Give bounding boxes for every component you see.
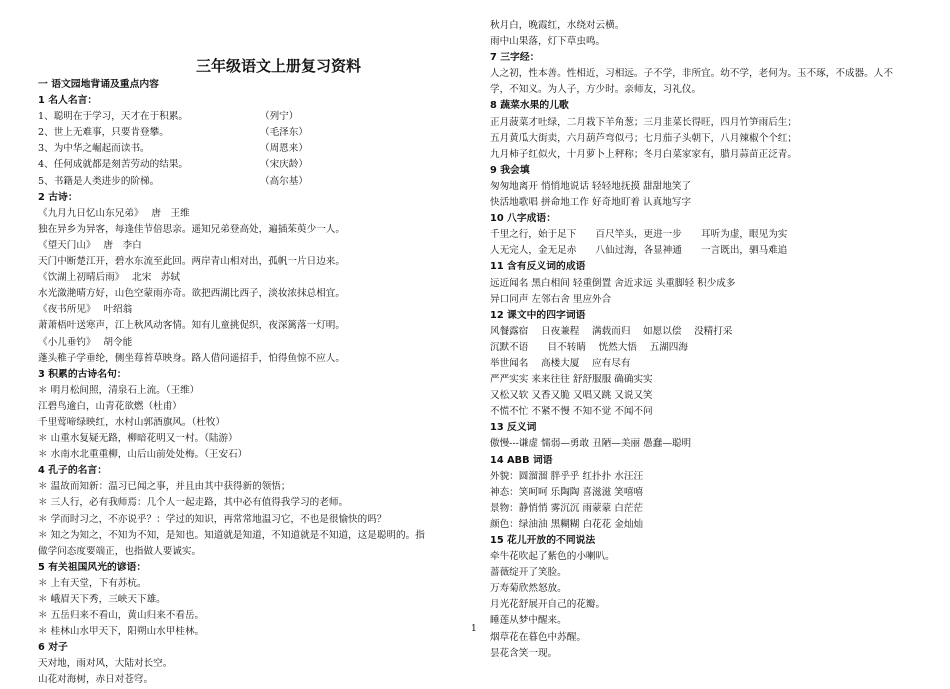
text-line (38, 656, 425, 672)
section-heading (490, 308, 893, 324)
line-text: 烟草花在暮色中苏醒。 (490, 631, 586, 643)
text-line (38, 254, 425, 270)
text-line (38, 512, 425, 528)
text-line (38, 576, 425, 592)
text-line (490, 66, 893, 82)
text-line (490, 549, 893, 565)
text-line (490, 485, 893, 501)
text-line (38, 608, 425, 624)
text-line (38, 415, 425, 431)
text-line (490, 404, 893, 420)
line-text: 12 课文中的四字词语 (490, 309, 586, 321)
text-line (38, 528, 425, 544)
line-text: 做学问态度要端正，也指做人要诚实。 (38, 545, 202, 557)
quote-author: （周恩来） (260, 143, 308, 155)
line-text: 萧萧梧叶送寒声，江上秋风动客情。知有儿童挑促织，夜深篱落一灯明。 (38, 320, 345, 332)
line-text: 一 语文园地背诵及重点内容 (38, 79, 159, 90)
section-heading (490, 50, 893, 66)
text-line (490, 115, 893, 131)
text-line (490, 292, 893, 308)
line-text: ＊ 知之为知之，不知为不知，是知也。知道就是知道，不知道就是不知道，这是聪明的。指 (38, 529, 425, 541)
line-text: ＊ 学而时习之，不亦说乎？：学过的知识，再常常地温习它，不也是很愉快的吗？ (38, 513, 387, 525)
text-line (38, 495, 425, 511)
line-text: 11 含有反义词的成语 (490, 261, 586, 273)
text-line (38, 479, 425, 495)
text-line (38, 222, 425, 238)
line-text: 水光潋滟晴方好，山色空蒙雨亦奇。欲把西湖比西子，淡妆浓抹总相宜。 (38, 288, 345, 300)
text-line (490, 82, 893, 98)
line-text: 异口同声 左邻右舍 里应外合 (490, 293, 612, 305)
line-text: 蓬头稚子学垂纶，侧坐莓苔草映身。路人借问遥招手，怕得鱼惊不应人。 (38, 352, 345, 364)
line-text: 5、书籍是人类进步的阶梯。 (38, 175, 160, 187)
section-heading (490, 211, 893, 227)
section-heading (490, 259, 893, 275)
line-text: 严严实实 来来往往 舒舒服服 确确实实 (490, 374, 653, 386)
line-text: 人无完人，金无足赤 八仙过海，各显神通 一言既出，驷马难追 (490, 245, 788, 257)
line-text: 6 对子 (38, 642, 68, 654)
text-line (490, 243, 893, 259)
line-text: 4、任何成就都是刻苦劳动的结果。 (38, 159, 189, 171)
line-text: ＊ 五岳归来不看山，黄山归来不看岳。 (38, 610, 205, 622)
line-text: 千里之行，始于足下 百尺竿头，更进一步 耳听为虚，眼见为实 (490, 229, 788, 241)
text-line (38, 157, 425, 173)
text-line (38, 544, 425, 560)
line-text: 沉默不语 目不转睛 恍然大悟 五湖四海 (490, 341, 688, 353)
line-text: 9 我会填 (490, 164, 530, 176)
text-line (38, 335, 425, 351)
line-text: 10 八字成语： (490, 213, 557, 225)
line-text: 1 名人名言： (38, 95, 98, 107)
section-heading (38, 77, 425, 93)
quote-author: （高尔基） (260, 175, 308, 187)
page-title: 三年级语文上册复习资料 (196, 57, 362, 75)
line-text: 4 孔子的名言： (38, 465, 108, 477)
line-text: 8 蔬菜水果的儿歌 (490, 100, 569, 112)
text-line (490, 517, 893, 533)
line-text: 13 反义词 (490, 422, 537, 434)
text-line (490, 436, 893, 452)
line-text: 牵牛花吹起了紫色的小喇叭。 (490, 551, 615, 563)
line-text: 15 花儿开放的不同说法 (490, 535, 596, 546)
section-heading (38, 93, 425, 109)
line-text: ＊ 桂林山水甲天下，阳朔山水甲桂林。 (38, 626, 205, 638)
line-text: 2 古诗： (38, 191, 78, 203)
line-text: 匆匆地离开 悄悄地说话 轻轻地抚摸 甜甜地笑了 (490, 180, 692, 192)
text-line (490, 581, 893, 597)
line-text: 千里莺啼绿映红，水村山郭酒旗风。（杜牧） (38, 416, 226, 428)
section-heading (38, 560, 425, 576)
text-line (490, 469, 893, 485)
text-line (490, 388, 893, 404)
section-heading (490, 98, 893, 114)
text-line (38, 174, 425, 190)
line-text: 九月柿子红似火，十月萝卜上秤称；冬月白菜家家有，腊月蒜苗正泛青。 (490, 148, 797, 160)
text-line (38, 383, 425, 399)
line-text: 五月黄瓜大街卖，六月葫芦弯似弓；七月茄子头朝下，八月辣椒个个红； (490, 132, 797, 144)
text-line (38, 399, 425, 415)
line-text: 蔷薇绽开了笑脸。 (490, 567, 567, 579)
line-text: 《望天门山》 唐 李白 (38, 239, 142, 251)
text-line (490, 147, 893, 163)
text-line (38, 592, 425, 608)
left-text-lines (38, 77, 425, 689)
line-text: 3、为中华之崛起而读书。 (38, 143, 150, 155)
line-text: 神态：笑呵呵 乐陶陶 喜滋滋 笑嘻嘻 (490, 486, 644, 498)
line-text: 睡莲从梦中醒来。 (490, 615, 567, 627)
text-line (490, 18, 893, 34)
line-text: 举世闻名 高楼大厦 应有尽有 (490, 357, 631, 369)
text-line (38, 318, 425, 334)
line-text: 风餐露宿 日夜兼程 满载而归 如愿以偿 没精打采 (490, 325, 733, 337)
text-line (490, 372, 893, 388)
section-heading (38, 190, 425, 206)
line-text: 1、聪明在于学习，天才在于积累。 (38, 111, 189, 123)
section-heading (38, 367, 425, 383)
line-text: 景物：静悄悄 雾沉沉 雨蒙蒙 白茫茫 (490, 502, 644, 514)
text-line (490, 324, 893, 340)
line-text: 快活地歌唱 拼命地工作 好奇地盯着 认真地写字 (490, 197, 692, 209)
text-line (490, 179, 893, 195)
line-text: 天门中断楚江开，碧水东流至此回。两岸青山相对出，孤帆一片日边来。 (38, 256, 345, 268)
text-line (490, 613, 893, 629)
text-line (490, 340, 893, 356)
section-heading (490, 453, 893, 469)
text-line (490, 646, 893, 662)
line-text: 《夜书所见》 叶绍翁 (38, 304, 133, 316)
text-line (490, 34, 893, 50)
section-heading (490, 533, 893, 549)
line-text: 外貌：圆溜溜 胖乎乎 红扑扑 水汪汪 (490, 470, 644, 482)
text-line (38, 125, 425, 141)
text-line (490, 227, 893, 243)
section-heading (490, 163, 893, 179)
line-text: ＊ 明月松间照，清泉石上流。（王维） (38, 384, 200, 396)
text-line (38, 286, 425, 302)
text-line (38, 109, 425, 125)
line-text: 《小儿垂钓》 胡令能 (38, 336, 133, 348)
line-text: ＊ 水南水北重重柳，山后山前处处梅。（王安石） (38, 449, 248, 461)
right-text-lines (490, 18, 893, 662)
section-heading (490, 420, 893, 436)
line-text: 颜色：绿油油 黑糊糊 白花花 金灿灿 (490, 518, 644, 530)
line-text: 14 ABB 词语 (490, 454, 553, 466)
line-text: 远近闻名 黑白相间 轻重倒置 舍近求远 头重脚轻 积少成多 (490, 277, 736, 289)
line-text: ＊ 山重水复疑无路，柳暗花明又一村。（陆游） (38, 433, 238, 445)
line-text: ＊ 上有天堂，下有苏杭。 (38, 577, 147, 589)
line-text: 山花对海树，赤日对苍穹。 (38, 674, 154, 686)
page-number: 1 (471, 624, 477, 634)
line-text: 不慌不忙 不紧不慢 不知不觉 不闻不问 (490, 406, 653, 418)
text-line (490, 195, 893, 211)
line-text: 《饮湖上初晴后雨》 北宋 苏轼 (38, 272, 181, 284)
line-text: 又松又软 又香又脆 又唱又跳 又说又笑 (490, 390, 653, 402)
line-text: 月光花舒展开自己的花瓣。 (490, 599, 606, 611)
line-text: ＊ 三人行，必有我师焉：几个人一起走路，其中必有值得我学习的老师。 (38, 497, 349, 509)
line-text: 傲慢---谦虚 懦弱—勇敢 丑陋—美丽 愚蠢—聪明 (490, 438, 692, 450)
text-line (38, 302, 425, 318)
text-line (490, 501, 893, 517)
text-line (490, 630, 893, 646)
line-text: ＊ 峨眉天下秀，三峡天下雄。 (38, 594, 166, 605)
line-text: 雨中山果落，灯下草虫鸣。 (490, 36, 606, 48)
text-line (490, 565, 893, 581)
line-text: 2、世上无难事，只要肯登攀。 (38, 127, 169, 139)
line-text: 万寿菊欣然怒放。 (490, 583, 567, 595)
quote-author: （宋庆龄） (260, 159, 308, 171)
text-line (38, 447, 425, 463)
quote-author: （列宁） (260, 111, 299, 123)
line-text: 学，不知义。为人子，方少时。亲师友，习礼仪。 (490, 84, 702, 96)
text-line (38, 270, 425, 286)
text-line (38, 206, 425, 222)
line-text: 昙花含笑一现。 (490, 647, 558, 659)
text-line (490, 131, 893, 147)
line-text: 秋月白，晚霞红，水绕对云横。 (490, 20, 625, 31)
text-line (38, 141, 425, 157)
text-line (490, 276, 893, 292)
line-text: 天对地，雨对风，大陆对长空。 (38, 658, 173, 670)
text-line (38, 431, 425, 447)
line-text: 《九月九日忆山东兄弟》 唐 王维 (38, 207, 190, 219)
line-text: 5 有关祖国风光的谚语： (38, 561, 147, 573)
text-line (38, 351, 425, 367)
text-line (490, 356, 893, 372)
line-text: 独在异乡为异客，每逢佳节倍思亲。遥知兄弟登高处，遍插茱萸少一人。 (38, 223, 345, 235)
text-line (38, 672, 425, 688)
section-heading (38, 463, 425, 479)
line-text: 正月菠菜才吐绿，二月栽下羊角葱；三月韭菜长得旺，四月竹笋雨后生； (490, 116, 797, 128)
section-heading (38, 640, 425, 656)
text-line (38, 624, 425, 640)
line-text: 江碧鸟逾白，山青花欲燃（杜甫） (38, 400, 182, 412)
text-line (490, 597, 893, 613)
text-line (38, 238, 425, 254)
quote-author: （毛泽东） (260, 127, 308, 139)
line-text: 3 积累的古诗名句： (38, 368, 127, 380)
line-text: 7 三字经： (490, 52, 540, 64)
line-text: 人之初，性本善。性相近，习相远。子不学，非所宜。幼不学，老何为。玉不琢，不成器。人不 (490, 68, 893, 80)
line-text: ＊ 温故而知新：温习已闻之事，并且由其中获得新的领悟； (38, 481, 291, 493)
